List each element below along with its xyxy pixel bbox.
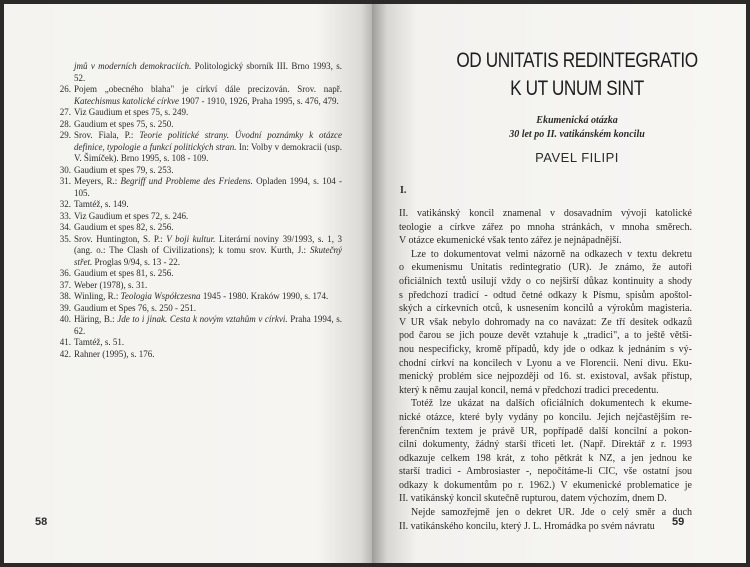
footnote-text [74,176,342,199]
footnote-text-part: Proglas 9/94, s. 13 - 22. [92,256,181,267]
body-line: V otázce ekumenické však tento zářez je nejnápadnější. [399,235,622,247]
body-line: odkazuje celkem 198 krát, z toho pětkrát k NZ, a jen jednou ke [399,452,692,464]
body-line: pod čarou se jich pouze devět vztahuje k „tradici", a to ještě větši- [399,330,692,342]
footnote-text-part: Gaudium et spes 82, s. 256. [74,222,174,232]
footnotes-list [59,61,342,360]
body-line: V UR však nebylo dohromady na co navázat: Ze tří desítek odkazů [399,316,692,328]
body-line: ferenčním textem je právě UR, popřípadě další koncilní a pokon- [399,425,692,437]
footnote-text [74,107,342,119]
footnote-text [74,84,342,107]
footnote-number: 28. [59,118,71,129]
footnote-text [74,199,342,211]
footnote-text-part: Srov. Huntington, S. P.: [74,233,167,244]
footnote-text-part: Skutečný střet. [74,245,342,267]
footnote-number: 33. [59,210,71,221]
footnote-text-part: Opladen 1994, s. 104 - 105. [74,176,343,198]
footnote-number: 35. [59,233,71,244]
body-line: Nejde samozřejmě jen o dekret UR. Jde o celý směr a duch [411,507,692,519]
footnote-text-part: Gaudium et spes 81, s. 256. [74,268,174,278]
footnote-text-part: Srov. Fiala, P.: [74,130,140,140]
body-line: nou nespecificky, kromě případů, kdy jde o odkaz k jednáním s vý- [399,343,692,355]
footnote-text-part: Häring, B.: [74,314,118,324]
footnote [59,268,342,280]
footnote [59,280,342,292]
footnote-number: 40. [59,314,71,324]
body-line: Totéž lze ukázat na dalších oficiálních dokumentech k ekume- [411,398,692,410]
body-line: o ekumenismu Unitatis redintegratio (UR). Je známo, že autoři [399,262,692,274]
body-line: který k němu zaujal koncil, nemá v předchozí tradici precedentu. [399,384,659,396]
footnote [59,107,342,119]
footnote [59,211,342,223]
footnote [59,176,342,199]
footnote-text [74,119,342,131]
body-line: II. vatikánského koncilu, který J. L. Hromádka po svém návratu [399,520,655,532]
footnote-text [74,222,342,234]
footnote-number: 27. [59,107,71,117]
footnote-number: 32. [59,199,71,209]
footnote-text [74,234,342,269]
footnote [59,337,342,349]
footnote [59,291,342,303]
footnote-text [74,61,342,84]
footnote-text-part: Katechismus katolické církve [74,95,179,106]
chapter-title-line2: K UT UNUM SINT [510,77,644,100]
footnote-text-part: Weber (1978), s. 31. [74,279,148,290]
footnote [59,303,342,315]
subtitle-line2: 30 let po II. vatikánském koncilu [509,129,645,140]
footnote-text-part: Gaudium et Spes 76, s. 250 - 251. [74,302,196,313]
section-number: I. [400,185,407,196]
footnote-text-part: Viz Gaudium et spes 72, s. 246. [74,210,189,221]
footnote-number: 39. [59,302,71,313]
footnote-number: 29. [59,130,71,140]
footnote-number: 36. [59,268,71,278]
body-text [399,207,692,533]
footnote-number: 42. [59,348,71,359]
footnote-text [74,314,342,337]
subtitle-line1: Ekumenická otázka [536,115,618,126]
footnote-number [59,61,74,84]
footnote-text-part: Viz Gaudium et spes 75, s. 249. [74,107,189,117]
footnote-text-part: 1907 - 1910, 1926, Praha 1995, s. 476, 479. [178,95,339,106]
right-page [372,4,746,563]
footnote-text [74,165,342,177]
left-page [4,4,372,563]
body-line: II. vatikánský koncil znamenal v dosavadním vývoji katolické [399,208,692,219]
footnote-text [74,291,342,303]
footnote-text-part: Rahner (1995), s. 176. [74,348,155,359]
footnote-text-part: Literární noviny 39/1993, s. 1, 3 (ang. o.: The Clash of Civilizations); k tomu srov. Kurth, J.: [74,233,343,255]
footnote-text-part: Tamtéž, s. 51. [74,337,125,347]
footnote-text [74,130,342,165]
body-line: ských a církevních otců, k usnesením koncilů a výrokům magisteria. [399,303,692,315]
body-line: teologie a církve zářez po mnoha stránkách, v mnoha směrech. [399,221,692,233]
footnote [59,61,342,84]
footnote [59,222,342,234]
footnote-number: 38. [59,291,71,301]
footnote [59,349,342,361]
chapter-title-line1: OD UNITATIS REDINTEGRATIO [456,49,698,72]
body-line: menický problém sice nejpozději od 16. st. existoval, avšak přístup, [399,371,692,383]
footnote-text-part: In: Volby v demokracii (usp. V. Šimíček). Brno 1995, s. 108 - 109. [74,141,342,163]
page-number-left: 58 [35,516,48,528]
footnote [59,119,342,131]
body-line: odkazy k dokumentům po r. 1962.) V ekumenické problematice je [399,479,692,491]
footnote [59,314,342,337]
footnote [59,130,342,165]
footnote-text-part: Winling, R.: [74,291,121,301]
body-line: oficiálních textů usilují vždy o co nejširší důkaz kontinuity a shody [399,275,692,287]
footnote [59,84,342,107]
footnote-number: 34. [59,222,71,232]
footnote-text-part: Jde to i jinak. Cesta k novým vztahům v církvi. [117,314,288,324]
footnote-text-part: jmů v moderních demokraciích. [74,61,192,71]
body-line: starší tradici - Ambrosiaster -, nepočítáme-li CIC, vše ostatní jsou [399,466,692,478]
body-line: nické otázce, které byly vydány po koncilu. Jejich nejčastějším re- [399,411,692,423]
footnote-text [74,211,342,223]
body-line: cilní dokumenty, žádný starší třiceti let. (Např. Direktář z r. 1993 [399,439,692,451]
footnote-text [74,280,342,292]
footnote-number: 41. [59,337,71,347]
footnote-text-part: Gaudium et spes 79, s. 253. [74,164,174,175]
footnote-text [74,337,342,349]
footnote-text-part: 1945 - 1980. Kraków 1990, s. 174. [200,291,329,301]
footnote-text-part: Politologický sborník III. Brno 1993, s. 52. [74,61,343,83]
footnote-number: 26. [59,84,71,94]
footnote-text-part: V boji kultur. [166,233,216,244]
footnote-text-part: Meyers, R.: [74,176,121,186]
footnote-number: 30. [59,164,71,175]
footnote-number: 37. [59,279,71,290]
footnote-text-part: Begriff und Probleme des Friedens. [120,176,253,186]
author-name: PAVEL FILIPI [535,150,619,165]
footnote-text-part: Tamtéž, s. 149. [74,199,129,209]
body-line: II. vatikánský koncil skutečně rupturou, datem výchozím, dnem D. [399,493,667,505]
footnote-text [74,303,342,315]
body-line: chodní církví na koncilech v Lyonu a ve Florencii. Není divu. Eku- [399,357,692,369]
footnote-text [74,268,342,280]
footnote-text-part: Pojem „obecného blaha" je církví dále precizován. Srov. např. [74,84,342,94]
footnote [59,165,342,177]
footnote [59,234,342,269]
body-line: s předchozí tradicí - odtud četné odkazy k Písmu, spisům apoštol- [399,289,692,301]
footnote-number: 31. [59,176,71,186]
footnote-text-part: Teologia Współczesna [120,291,201,301]
footnote-text-part: Gaudium et spes 75, s. 250. [74,118,174,129]
footnote-text [74,349,342,361]
page-number-right: 59 [672,516,685,528]
body-line: Lze to dokumentovat velmi názorně na odkazech v textu dekretu [411,248,692,260]
footnote-text-part: Praha 1994, s. 62. [74,314,342,336]
footnote [59,199,342,211]
footnote-text-part: Teorie politické strany. Úvodní poznámky k otázce definice, typologie a funkcí politických stran. [74,130,343,152]
